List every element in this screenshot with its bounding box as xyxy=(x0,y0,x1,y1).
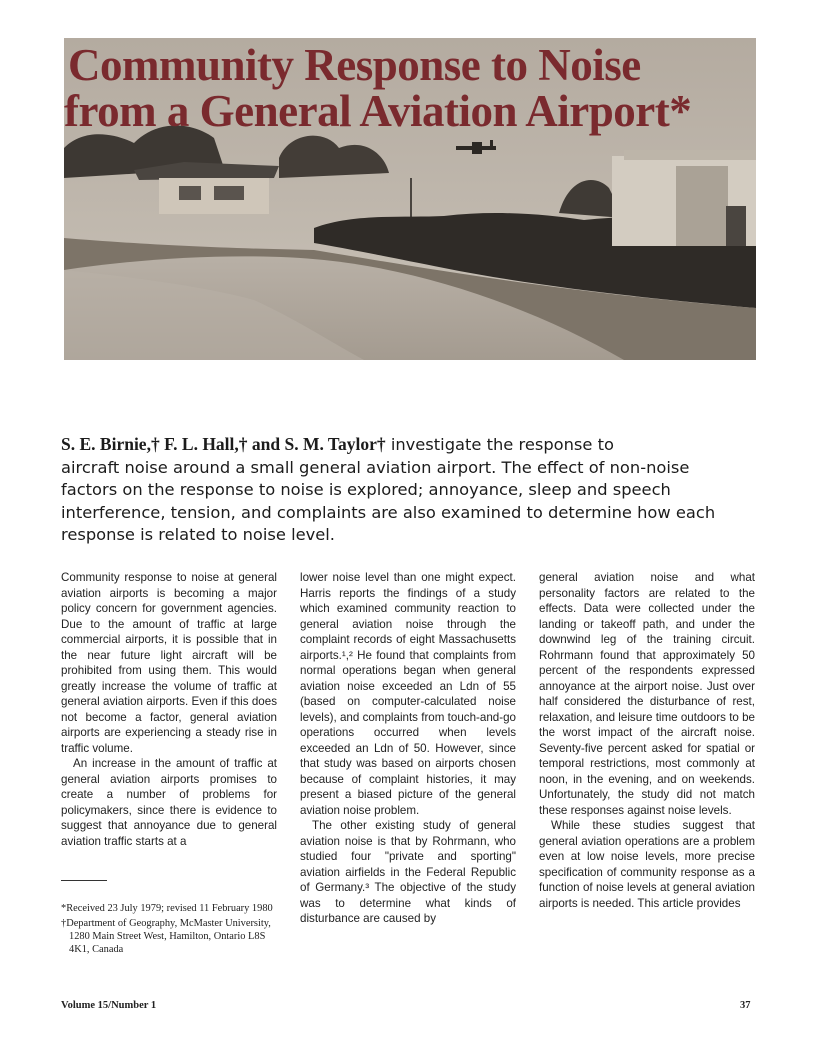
abstract-line: aircraft noise around a small general aviation airport. The effect of non-noise xyxy=(61,457,690,477)
abstract-line: factors on the response to noise is explored; annoyance, sleep and speech xyxy=(61,480,671,499)
body-column-1 xyxy=(61,570,277,849)
body-paragraph: An increase in the amount of traffic at general aviation airports promises to create a number of problems for policymakers, since there is evidence to suggest that annoyance due to general aviation traffic starts at a xyxy=(61,757,277,848)
footnote-affiliation: †Department of Geography, McMaster University, 1280 Main Street West, Hamilton, Ontario L8S 4K1, Canada xyxy=(61,918,271,955)
body-paragraph: Community response to noise at general aviation airports is becoming a major policy concern for government agencies. Due to the amount of traffic at large commercial airports, it is possible that in the near future light aircraft will be prohibited from using them. This would greatly increase the volume of traffic at general aviation airports. Even if this does not become a factor, general aviation airports are experiencing a steady rise in traffic volume. xyxy=(61,571,277,755)
footnote-divider xyxy=(61,880,107,881)
abstract xyxy=(61,433,751,547)
body-paragraph: lower noise level than one might expect. Harris reports the findings of a study which examined community reaction to general aviation noise through the complaint records of eight Massachusetts airports.¹,² He found that complaints from normal operations began when general aviation noise exceeded an Ldn of 55 (based on computer-calculated noise levels), and complaints from touch-and-go operations occurred when levels exceeded an Ldn of 50. However, since that study was based on airports chosen because of complaint histories, it may present a biased picture of the general aviation noise problem. xyxy=(300,571,516,817)
page-number: 37 xyxy=(740,1000,751,1011)
abstract-line: response is related to noise level. xyxy=(61,525,335,544)
cover-photo xyxy=(64,38,756,360)
body-column-2 xyxy=(300,570,516,927)
abstract-line: interference, tension, and complaints are also examined to determine how each xyxy=(61,502,716,522)
body-column-3 xyxy=(539,570,755,911)
article-title xyxy=(64,42,756,134)
footnotes xyxy=(61,902,281,958)
title-line-1: Community Response to Noise xyxy=(68,40,641,90)
body-paragraph: While these studies suggest that general aviation operations are a problem even at low noise levels, more precise specification of community response as a function of noise levels at general aviation airports is needed. This article provides xyxy=(539,819,755,910)
body-paragraph: general aviation noise and what personality factors are related to the effects. Data were collected under the landing or takeoff path, and under the downwind leg of the training circuit. Rohrmann found that approximately 50 percent of the respondents expressed annoyance at the airport noise. Just over half considered the disturbance of rest, relaxation, and leisure time outdoors to be the worst impact of the aircraft noise. Seventy-five percent asked for spatial or temporal restrictions, most commonly at noon, in the evening, and on weekends. Unfortunately, the study did not match these responses against noise levels. xyxy=(539,571,755,817)
footnote-received: *Received 23 July 1979; revised 11 February 1980 xyxy=(61,903,273,914)
abstract-line: investigate the response to xyxy=(385,435,614,454)
journal-volume: Volume 15/Number 1 xyxy=(61,1000,157,1011)
body-paragraph: The other existing study of general aviation noise is that by Rohrmann, who studied four "private and sporting" aviation airfields in the Federal Republic of Germany.³ The objective of the study was to determine what kinds of disturbance are caused by xyxy=(300,819,516,925)
title-line-2: from a General Aviation Airport* xyxy=(64,86,692,136)
author-list: S. E. Birnie,† F. L. Hall,† and S. M. Taylor† xyxy=(61,434,386,454)
